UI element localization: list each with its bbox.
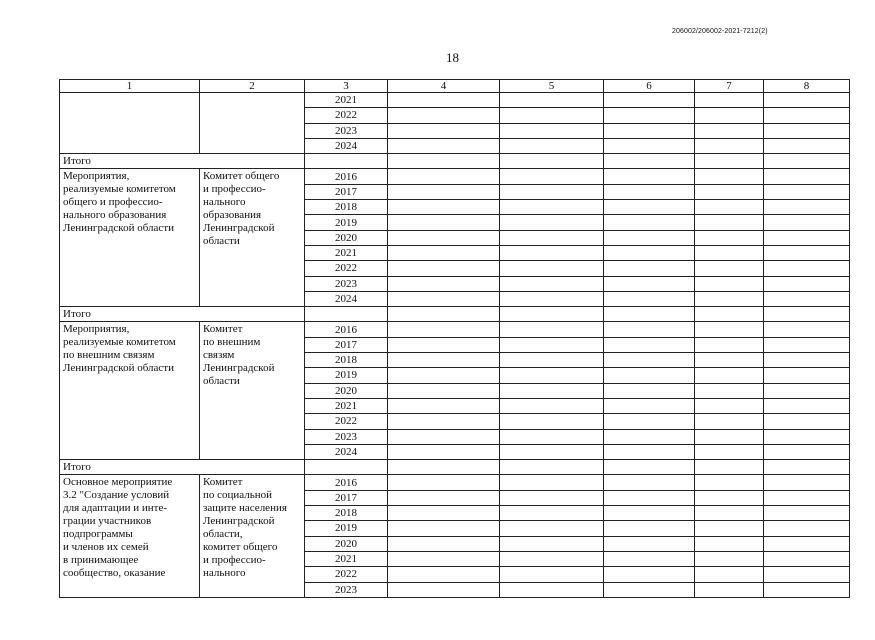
value-cell — [388, 337, 500, 352]
value-cell — [500, 490, 604, 505]
value-cell — [764, 368, 850, 383]
value-cell — [604, 230, 695, 245]
value-cell — [500, 429, 604, 444]
value-cell — [764, 276, 850, 291]
value-cell — [388, 582, 500, 597]
value-cell — [500, 291, 604, 306]
value-cell — [764, 93, 850, 108]
value-cell — [604, 383, 695, 398]
value-cell — [500, 184, 604, 199]
value-cell — [764, 291, 850, 306]
year-cell: 2023 — [305, 429, 388, 444]
year-cell: 2016 — [305, 169, 388, 184]
value-cell — [500, 567, 604, 582]
column-header: 1 — [60, 80, 200, 93]
value-cell — [604, 398, 695, 413]
value-cell — [695, 322, 764, 337]
value-cell — [388, 154, 500, 169]
value-cell — [500, 108, 604, 123]
value-cell — [695, 521, 764, 536]
value-cell — [388, 383, 500, 398]
value-cell — [388, 291, 500, 306]
year-cell: 2020 — [305, 536, 388, 551]
column-header: 8 — [764, 80, 850, 93]
value-cell — [388, 108, 500, 123]
measure-cell: Мероприятия, реализуемые комитетом общего и профессио- нального образования Ленинградской области — [60, 169, 200, 307]
value-cell — [604, 353, 695, 368]
value-cell — [764, 429, 850, 444]
value-cell — [500, 521, 604, 536]
year-cell: 2019 — [305, 215, 388, 230]
value-cell — [388, 551, 500, 566]
value-cell — [764, 506, 850, 521]
value-cell — [388, 536, 500, 551]
column-header: 5 — [500, 80, 604, 93]
value-cell — [500, 536, 604, 551]
value-cell — [500, 506, 604, 521]
value-cell — [388, 184, 500, 199]
value-cell — [695, 460, 764, 475]
value-cell — [500, 383, 604, 398]
value-cell — [604, 414, 695, 429]
executor-cell — [200, 93, 305, 154]
value-cell — [695, 429, 764, 444]
value-cell — [500, 444, 604, 459]
value-cell — [388, 307, 500, 322]
table-row — [60, 475, 850, 490]
value-cell — [695, 353, 764, 368]
value-cell — [388, 368, 500, 383]
value-cell — [500, 123, 604, 138]
value-cell — [500, 368, 604, 383]
value-cell — [764, 200, 850, 215]
value-cell — [695, 169, 764, 184]
value-cell — [764, 567, 850, 582]
table-row — [60, 322, 850, 337]
value-cell — [388, 521, 500, 536]
value-cell — [604, 123, 695, 138]
value-cell — [500, 307, 604, 322]
value-cell — [388, 506, 500, 521]
value-cell — [388, 123, 500, 138]
value-cell — [604, 582, 695, 597]
value-cell — [695, 368, 764, 383]
value-cell — [695, 184, 764, 199]
column-header: 7 — [695, 80, 764, 93]
value-cell — [500, 138, 604, 153]
value-cell — [604, 322, 695, 337]
value-cell — [604, 215, 695, 230]
value-cell — [500, 154, 604, 169]
value-cell — [764, 307, 850, 322]
year-cell: 2018 — [305, 353, 388, 368]
value-cell — [764, 444, 850, 459]
value-cell — [764, 475, 850, 490]
total-row — [60, 307, 850, 322]
executor-cell: Комитет общего и профессио- нального образования Ленинградской области — [200, 169, 305, 307]
value-cell — [695, 123, 764, 138]
value-cell — [695, 582, 764, 597]
value-cell — [695, 93, 764, 108]
value-cell — [500, 353, 604, 368]
executor-cell: Комитет по социальной защите населения Ленинградской области, комитет общего и профессио- нального — [200, 475, 305, 597]
page-number: 18 — [446, 50, 459, 65]
value-cell — [604, 108, 695, 123]
year-cell: 2023 — [305, 123, 388, 138]
value-cell — [695, 200, 764, 215]
value-cell — [388, 261, 500, 276]
value-cell — [500, 93, 604, 108]
total-label: Итого — [60, 460, 305, 475]
value-cell — [388, 276, 500, 291]
year-cell: 2021 — [305, 398, 388, 413]
value-cell — [764, 123, 850, 138]
value-cell — [604, 521, 695, 536]
year-cell: 2022 — [305, 261, 388, 276]
value-cell — [388, 169, 500, 184]
value-cell — [695, 536, 764, 551]
value-cell — [764, 230, 850, 245]
value-cell — [500, 582, 604, 597]
value-cell — [604, 567, 695, 582]
total-row — [60, 460, 850, 475]
value-cell — [695, 506, 764, 521]
value-cell — [695, 337, 764, 352]
value-cell — [388, 444, 500, 459]
value-cell — [764, 337, 850, 352]
value-cell — [388, 460, 500, 475]
year-cell: 2017 — [305, 490, 388, 505]
value-cell — [764, 169, 850, 184]
value-cell — [764, 582, 850, 597]
value-cell — [695, 307, 764, 322]
value-cell — [604, 490, 695, 505]
value-cell — [604, 276, 695, 291]
year-cell: 2022 — [305, 567, 388, 582]
value-cell — [500, 215, 604, 230]
value-cell — [764, 261, 850, 276]
value-cell — [604, 291, 695, 306]
value-cell — [500, 322, 604, 337]
program-table — [59, 79, 850, 598]
value-cell — [604, 245, 695, 260]
year-cell: 2024 — [305, 291, 388, 306]
header-row — [60, 80, 850, 93]
value-cell — [695, 567, 764, 582]
value-cell — [388, 567, 500, 582]
value-cell — [764, 322, 850, 337]
value-cell — [764, 138, 850, 153]
value-cell — [604, 536, 695, 551]
year-cell: 2021 — [305, 245, 388, 260]
value-cell — [500, 200, 604, 215]
value-cell — [388, 414, 500, 429]
value-cell — [604, 551, 695, 566]
value-cell — [604, 460, 695, 475]
value-cell — [604, 506, 695, 521]
value-cell — [695, 154, 764, 169]
value-cell — [695, 490, 764, 505]
value-cell — [604, 154, 695, 169]
value-cell — [764, 398, 850, 413]
year-cell: 2019 — [305, 368, 388, 383]
value-cell — [764, 154, 850, 169]
measure-cell: Мероприятия, реализуемые комитетом по внешним связям Ленинградской области — [60, 322, 200, 460]
value-cell — [500, 398, 604, 413]
value-cell — [764, 245, 850, 260]
year-cell: 2021 — [305, 551, 388, 566]
value-cell — [695, 108, 764, 123]
value-cell — [764, 184, 850, 199]
value-cell — [695, 444, 764, 459]
value-cell — [695, 276, 764, 291]
value-cell — [388, 230, 500, 245]
column-header: 6 — [604, 80, 695, 93]
column-header: 2 — [200, 80, 305, 93]
value-cell — [764, 490, 850, 505]
value-cell — [764, 460, 850, 475]
value-cell — [388, 322, 500, 337]
total-row — [60, 154, 850, 169]
value-cell — [695, 398, 764, 413]
value-cell — [764, 521, 850, 536]
year-cell: 2021 — [305, 93, 388, 108]
value-cell — [604, 200, 695, 215]
value-cell — [604, 337, 695, 352]
value-cell — [695, 291, 764, 306]
value-cell — [695, 475, 764, 490]
value-cell — [500, 245, 604, 260]
year-cell: 2016 — [305, 322, 388, 337]
value-cell — [500, 551, 604, 566]
value-cell — [764, 551, 850, 566]
table-row — [60, 93, 850, 108]
value-cell — [604, 169, 695, 184]
value-cell — [604, 429, 695, 444]
value-cell — [388, 138, 500, 153]
measure-cell — [60, 93, 200, 154]
value-cell — [604, 307, 695, 322]
value-cell — [604, 261, 695, 276]
value-cell — [500, 414, 604, 429]
year-cell: 2017 — [305, 337, 388, 352]
value-cell — [500, 460, 604, 475]
document-id: 206002/206002-2021-7212(2) — [672, 28, 768, 35]
value-cell — [305, 307, 388, 322]
year-cell: 2022 — [305, 414, 388, 429]
year-cell: 2018 — [305, 200, 388, 215]
executor-cell: Комитет по внешним связям Ленинградской области — [200, 322, 305, 460]
value-cell — [604, 138, 695, 153]
value-cell — [388, 215, 500, 230]
value-cell — [604, 444, 695, 459]
value-cell — [764, 108, 850, 123]
year-cell: 2023 — [305, 276, 388, 291]
value-cell — [695, 414, 764, 429]
total-label: Итого — [60, 154, 305, 169]
column-header: 3 — [305, 80, 388, 93]
year-cell: 2016 — [305, 475, 388, 490]
value-cell — [695, 230, 764, 245]
column-header: 4 — [388, 80, 500, 93]
value-cell — [695, 551, 764, 566]
value-cell — [388, 429, 500, 444]
value-cell — [695, 245, 764, 260]
value-cell — [500, 169, 604, 184]
value-cell — [500, 230, 604, 245]
year-cell: 2024 — [305, 138, 388, 153]
value-cell — [388, 245, 500, 260]
value-cell — [764, 414, 850, 429]
table-row — [60, 169, 850, 184]
value-cell — [604, 368, 695, 383]
value-cell — [305, 154, 388, 169]
value-cell — [500, 276, 604, 291]
value-cell — [388, 93, 500, 108]
measure-cell: Основное мероприятие 3.2 "Создание условий для адаптации и инте- грации участников подпрограммы и членов их семей в принимающее сообщество, оказание — [60, 475, 200, 597]
value-cell — [695, 138, 764, 153]
value-cell — [764, 353, 850, 368]
year-cell: 2022 — [305, 108, 388, 123]
year-cell: 2020 — [305, 383, 388, 398]
value-cell — [764, 215, 850, 230]
value-cell — [695, 261, 764, 276]
year-cell: 2017 — [305, 184, 388, 199]
value-cell — [695, 215, 764, 230]
value-cell — [500, 337, 604, 352]
year-cell: 2018 — [305, 506, 388, 521]
year-cell: 2024 — [305, 444, 388, 459]
value-cell — [388, 353, 500, 368]
value-cell — [388, 200, 500, 215]
value-cell — [500, 261, 604, 276]
value-cell — [604, 93, 695, 108]
total-label: Итого — [60, 307, 305, 322]
value-cell — [388, 490, 500, 505]
year-cell: 2020 — [305, 230, 388, 245]
value-cell — [695, 383, 764, 398]
value-cell — [388, 475, 500, 490]
value-cell — [500, 475, 604, 490]
year-cell: 2023 — [305, 582, 388, 597]
value-cell — [388, 398, 500, 413]
value-cell — [604, 184, 695, 199]
value-cell — [764, 536, 850, 551]
value-cell — [764, 383, 850, 398]
year-cell: 2019 — [305, 521, 388, 536]
value-cell — [604, 475, 695, 490]
value-cell — [305, 460, 388, 475]
